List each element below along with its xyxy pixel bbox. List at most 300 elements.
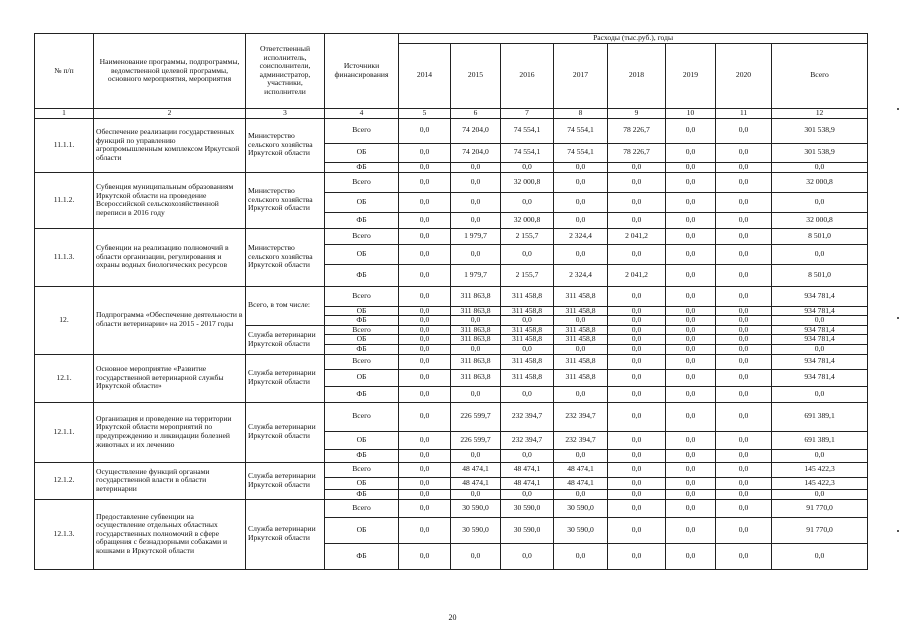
value-cell: 0,0: [772, 192, 868, 212]
value-cell: 311 458,8: [501, 335, 554, 345]
column-number: 9: [608, 108, 666, 118]
table-row: [35, 286, 868, 306]
value-cell: 48 474,1: [554, 477, 608, 489]
value-cell: 0,0: [772, 543, 868, 569]
row-code: 11.1.3.: [35, 228, 94, 286]
row-code: 12.1.: [35, 354, 94, 402]
value-cell: 0,0: [666, 386, 716, 402]
value-cell: 0,0: [501, 316, 554, 326]
row-responsible: Всего, в том числе:: [246, 286, 325, 325]
value-cell: 0,0: [666, 335, 716, 345]
value-cell: 0,0: [716, 449, 772, 462]
value-cell: 91 770,0: [772, 499, 868, 517]
value-cell: 91 770,0: [772, 517, 868, 543]
value-cell: 0,0: [501, 344, 554, 354]
value-cell: 0,0: [716, 264, 772, 286]
row-responsible: Служба ветеринарии Иркутской области: [246, 402, 325, 462]
value-cell: 0,0: [716, 489, 772, 499]
value-cell: 0,0: [399, 286, 451, 306]
value-cell: 232 394,7: [554, 431, 608, 449]
value-cell: 0,0: [666, 449, 716, 462]
value-cell: 0,0: [716, 543, 772, 569]
value-cell: 934 781,4: [772, 286, 868, 306]
value-cell: 74 554,1: [501, 143, 554, 162]
value-cell: 0,0: [399, 354, 451, 369]
value-cell: 0,0: [501, 162, 554, 172]
value-cell: 0,0: [666, 306, 716, 316]
value-cell: 0,0: [608, 316, 666, 326]
source-cell: ФБ: [325, 264, 399, 286]
value-cell: 0,0: [501, 386, 554, 402]
value-cell: 0,0: [399, 477, 451, 489]
value-cell: 0,0: [554, 212, 608, 228]
source-cell: ФБ: [325, 162, 399, 172]
value-cell: 0,0: [451, 489, 501, 499]
value-cell: 0,0: [716, 192, 772, 212]
column-number: 8: [554, 108, 608, 118]
column-number: 6: [451, 108, 501, 118]
value-cell: 0,0: [666, 286, 716, 306]
value-cell: 0,0: [772, 344, 868, 354]
row-code: 11.1.1.: [35, 118, 94, 172]
value-cell: 311 863,8: [451, 335, 501, 345]
header-year: 2020: [716, 43, 772, 108]
value-cell: 934 781,4: [772, 306, 868, 316]
header-total: Всего: [772, 43, 868, 108]
source-cell: ФБ: [325, 449, 399, 462]
value-cell: 2 155,7: [501, 264, 554, 286]
value-cell: 0,0: [399, 402, 451, 431]
value-cell: 0,0: [772, 244, 868, 264]
column-number: 2: [94, 108, 246, 118]
source-cell: ФБ: [325, 386, 399, 402]
value-cell: 0,0: [554, 344, 608, 354]
value-cell: 0,0: [399, 499, 451, 517]
value-cell: 311 458,8: [554, 306, 608, 316]
value-cell: 2 324,4: [554, 264, 608, 286]
value-cell: 8 501,0: [772, 264, 868, 286]
row-responsible: Министерство сельского хозяйства Иркутской области: [246, 228, 325, 286]
value-cell: 48 474,1: [501, 477, 554, 489]
value-cell: 30 590,0: [451, 517, 501, 543]
row-code: 12.1.2.: [35, 462, 94, 499]
value-cell: 0,0: [716, 499, 772, 517]
value-cell: 32 000,8: [501, 172, 554, 192]
value-cell: 0,0: [451, 386, 501, 402]
value-cell: 311 458,8: [501, 369, 554, 386]
value-cell: 0,0: [399, 118, 451, 143]
source-cell: Всего: [325, 172, 399, 192]
value-cell: 0,0: [451, 449, 501, 462]
value-cell: 0,0: [399, 212, 451, 228]
value-cell: 0,0: [608, 499, 666, 517]
value-cell: 0,0: [554, 192, 608, 212]
value-cell: 48 474,1: [451, 477, 501, 489]
source-cell: Всего: [325, 286, 399, 306]
value-cell: 0,0: [666, 212, 716, 228]
value-cell: 0,0: [608, 325, 666, 335]
value-cell: 934 781,4: [772, 369, 868, 386]
row-name: Субвенция муниципальным образованиям Иркутской области на проведение Всероссийской сельскохозяйственной переписи в 2016 году: [94, 172, 246, 228]
value-cell: 691 389,1: [772, 431, 868, 449]
value-cell: 0,0: [554, 449, 608, 462]
value-cell: 0,0: [608, 192, 666, 212]
value-cell: 0,0: [666, 162, 716, 172]
table-row: [35, 499, 868, 517]
row-responsible: Министерство сельского хозяйства Иркутской области: [246, 118, 325, 172]
value-cell: 0,0: [608, 212, 666, 228]
row-name: Основное мероприятие «Развитие государственной ветеринарной службы Иркутской области»: [94, 354, 246, 402]
value-cell: 311 458,8: [554, 325, 608, 335]
source-cell: ОБ: [325, 143, 399, 162]
value-cell: 0,0: [716, 402, 772, 431]
table-row: [35, 118, 868, 143]
value-cell: 0,0: [716, 244, 772, 264]
value-cell: 311 458,8: [554, 286, 608, 306]
value-cell: 145 422,3: [772, 462, 868, 477]
value-cell: 311 458,8: [501, 325, 554, 335]
margin-mark: [897, 530, 899, 532]
source-cell: Всего: [325, 118, 399, 143]
value-cell: 0,0: [716, 462, 772, 477]
value-cell: 0,0: [554, 162, 608, 172]
value-cell: 0,0: [716, 162, 772, 172]
value-cell: 0,0: [666, 325, 716, 335]
value-cell: 0,0: [399, 162, 451, 172]
value-cell: 311 458,8: [554, 354, 608, 369]
value-cell: 311 863,8: [451, 354, 501, 369]
value-cell: 934 781,4: [772, 325, 868, 335]
value-cell: 0,0: [666, 118, 716, 143]
value-cell: 0,0: [501, 449, 554, 462]
column-number: 3: [246, 108, 325, 118]
source-cell: ФБ: [325, 344, 399, 354]
value-cell: 0,0: [716, 369, 772, 386]
value-cell: 0,0: [772, 386, 868, 402]
source-cell: ФБ: [325, 489, 399, 499]
source-cell: Всего: [325, 462, 399, 477]
row-name: Предоставление субвенции на осуществление отдельных областных государственных полномочий в сфере обращения с безнадзорными собаками и кошками в Иркутской области: [94, 499, 246, 569]
value-cell: 232 394,7: [501, 402, 554, 431]
row-name: Осуществление функций органами государственной власти в области ветеринарии: [94, 462, 246, 499]
value-cell: 0,0: [666, 543, 716, 569]
value-cell: 2 155,7: [501, 228, 554, 244]
header-year: 2019: [666, 43, 716, 108]
value-cell: 0,0: [716, 431, 772, 449]
table-row: [35, 402, 868, 431]
value-cell: 74 554,1: [554, 118, 608, 143]
value-cell: 78 226,7: [608, 118, 666, 143]
value-cell: 311 458,8: [501, 306, 554, 316]
value-cell: 0,0: [716, 386, 772, 402]
value-cell: 0,0: [399, 172, 451, 192]
header-source: Источники финансирования: [325, 34, 399, 109]
source-cell: ОБ: [325, 244, 399, 264]
header-year: 2015: [451, 43, 501, 108]
row-name: Субвенции на реализацию полномочий в области организации, регулирования и охраны водных биологических ресурсов: [94, 228, 246, 286]
value-cell: 0,0: [666, 489, 716, 499]
value-cell: 0,0: [608, 543, 666, 569]
source-cell: ОБ: [325, 517, 399, 543]
value-cell: 301 538,9: [772, 118, 868, 143]
value-cell: 0,0: [608, 477, 666, 489]
value-cell: 226 599,7: [451, 402, 501, 431]
value-cell: 0,0: [716, 344, 772, 354]
value-cell: 0,0: [451, 162, 501, 172]
row-name: Подпрограмма «Обеспечение деятельности в области ветеринарии» на 2015 - 2017 годы: [94, 286, 246, 354]
value-cell: 0,0: [554, 172, 608, 192]
value-cell: 0,0: [608, 431, 666, 449]
value-cell: 0,0: [399, 264, 451, 286]
value-cell: 232 394,7: [554, 402, 608, 431]
value-cell: 48 474,1: [501, 462, 554, 477]
header-year: 2018: [608, 43, 666, 108]
column-number: 5: [399, 108, 451, 118]
value-cell: 30 590,0: [501, 499, 554, 517]
value-cell: 0,0: [608, 462, 666, 477]
value-cell: 0,0: [399, 316, 451, 326]
value-cell: 311 863,8: [451, 325, 501, 335]
value-cell: 0,0: [608, 335, 666, 345]
value-cell: 0,0: [716, 477, 772, 489]
value-cell: 0,0: [716, 228, 772, 244]
row-responsible: Служба ветеринарии Иркутской области: [246, 325, 325, 354]
value-cell: 0,0: [666, 192, 716, 212]
value-cell: 0,0: [716, 172, 772, 192]
value-cell: 32 000,8: [501, 212, 554, 228]
value-cell: 0,0: [716, 212, 772, 228]
header-responsible: Ответственный исполнитель, соисполнители, администратор, участники, исполнители: [246, 34, 325, 109]
value-cell: 0,0: [608, 386, 666, 402]
value-cell: 0,0: [666, 228, 716, 244]
value-cell: 0,0: [608, 449, 666, 462]
value-cell: 0,0: [608, 517, 666, 543]
page-number: 20: [448, 613, 457, 622]
value-cell: 0,0: [399, 517, 451, 543]
margin-mark: [897, 317, 899, 319]
column-numbers-row: [35, 108, 868, 118]
value-cell: 0,0: [451, 316, 501, 326]
value-cell: 0,0: [716, 316, 772, 326]
source-cell: ФБ: [325, 543, 399, 569]
source-cell: ОБ: [325, 431, 399, 449]
value-cell: 0,0: [666, 431, 716, 449]
table-row: [35, 228, 868, 244]
value-cell: 74 554,1: [501, 118, 554, 143]
value-cell: 311 863,8: [451, 369, 501, 386]
value-cell: 0,0: [451, 172, 501, 192]
value-cell: 0,0: [451, 543, 501, 569]
value-cell: 0,0: [501, 489, 554, 499]
table-row: [35, 462, 868, 477]
value-cell: 691 389,1: [772, 402, 868, 431]
value-cell: 0,0: [666, 172, 716, 192]
value-cell: 0,0: [666, 344, 716, 354]
source-cell: Всего: [325, 354, 399, 369]
value-cell: 0,0: [554, 244, 608, 264]
column-number: 11: [716, 108, 772, 118]
value-cell: 0,0: [451, 344, 501, 354]
value-cell: 0,0: [772, 449, 868, 462]
value-cell: 30 590,0: [501, 517, 554, 543]
value-cell: 311 458,8: [554, 335, 608, 345]
value-cell: 74 204,0: [451, 118, 501, 143]
value-cell: 0,0: [772, 316, 868, 326]
value-cell: 0,0: [666, 354, 716, 369]
value-cell: 0,0: [666, 499, 716, 517]
source-cell: Всего: [325, 228, 399, 244]
row-responsible: Служба ветеринарии Иркутской области: [246, 354, 325, 402]
value-cell: 0,0: [716, 325, 772, 335]
value-cell: 0,0: [716, 286, 772, 306]
value-cell: 32 000,8: [772, 172, 868, 192]
value-cell: 0,0: [399, 228, 451, 244]
value-cell: 0,0: [666, 316, 716, 326]
value-cell: 0,0: [716, 335, 772, 345]
value-cell: 311 863,8: [451, 306, 501, 316]
value-cell: 0,0: [608, 489, 666, 499]
row-name: Организация и проведение на территории Иркутской области мероприятий по предупреждению и ликвидации болезней животных и их лечению: [94, 402, 246, 462]
value-cell: 0,0: [716, 517, 772, 543]
row-responsible: Служба ветеринарии Иркутской области: [246, 499, 325, 569]
value-cell: 0,0: [399, 543, 451, 569]
value-cell: 0,0: [666, 477, 716, 489]
value-cell: 311 458,8: [554, 369, 608, 386]
value-cell: 0,0: [451, 192, 501, 212]
value-cell: 0,0: [666, 369, 716, 386]
column-number: 1: [35, 108, 94, 118]
value-cell: 0,0: [608, 344, 666, 354]
value-cell: 0,0: [554, 316, 608, 326]
value-cell: 0,0: [399, 489, 451, 499]
column-number: 4: [325, 108, 399, 118]
source-cell: ОБ: [325, 369, 399, 386]
value-cell: 0,0: [716, 118, 772, 143]
value-cell: 0,0: [716, 354, 772, 369]
source-cell: Всего: [325, 325, 399, 335]
value-cell: 0,0: [608, 354, 666, 369]
value-cell: 0,0: [772, 162, 868, 172]
header-year: 2017: [554, 43, 608, 108]
value-cell: 232 394,7: [501, 431, 554, 449]
value-cell: 0,0: [399, 462, 451, 477]
source-cell: ФБ: [325, 212, 399, 228]
row-name: Обеспечение реализации государственных функций по управлению агропромышленным комплексом Иркутской области: [94, 118, 246, 172]
value-cell: 311 863,8: [451, 286, 501, 306]
value-cell: 0,0: [666, 143, 716, 162]
table-row: [35, 172, 868, 192]
value-cell: 8 501,0: [772, 228, 868, 244]
value-cell: 0,0: [666, 462, 716, 477]
value-cell: 0,0: [399, 449, 451, 462]
value-cell: 0,0: [399, 192, 451, 212]
value-cell: 0,0: [666, 244, 716, 264]
value-cell: 0,0: [451, 244, 501, 264]
source-cell: ОБ: [325, 306, 399, 316]
value-cell: 0,0: [608, 369, 666, 386]
value-cell: 30 590,0: [554, 517, 608, 543]
column-number: 12: [772, 108, 868, 118]
value-cell: 0,0: [399, 143, 451, 162]
row-responsible: Служба ветеринарии Иркутской области: [246, 462, 325, 499]
value-cell: 0,0: [451, 212, 501, 228]
value-cell: 0,0: [399, 431, 451, 449]
value-cell: 0,0: [399, 306, 451, 316]
value-cell: 0,0: [608, 244, 666, 264]
value-cell: 0,0: [716, 143, 772, 162]
row-responsible: Министерство сельского хозяйства Иркутской области: [246, 172, 325, 228]
value-cell: 0,0: [666, 402, 716, 431]
value-cell: 2 041,2: [608, 264, 666, 286]
value-cell: 0,0: [772, 489, 868, 499]
margin-mark: [897, 108, 899, 110]
value-cell: 0,0: [554, 489, 608, 499]
value-cell: 0,0: [501, 244, 554, 264]
header-num: № п/п: [35, 34, 94, 109]
value-cell: 0,0: [399, 335, 451, 345]
value-cell: 934 781,4: [772, 335, 868, 345]
table-row: [35, 354, 868, 369]
source-cell: ОБ: [325, 192, 399, 212]
source-cell: Всего: [325, 499, 399, 517]
value-cell: 0,0: [501, 543, 554, 569]
source-cell: ОБ: [325, 335, 399, 345]
source-cell: Всего: [325, 402, 399, 431]
column-number: 7: [501, 108, 554, 118]
value-cell: 0,0: [608, 306, 666, 316]
row-code: 12.: [35, 286, 94, 354]
value-cell: 311 458,8: [501, 354, 554, 369]
value-cell: 0,0: [608, 172, 666, 192]
value-cell: 74 204,0: [451, 143, 501, 162]
source-cell: ФБ: [325, 316, 399, 326]
value-cell: 0,0: [399, 325, 451, 335]
value-cell: 0,0: [554, 543, 608, 569]
value-cell: 311 458,8: [501, 286, 554, 306]
value-cell: 0,0: [554, 386, 608, 402]
value-cell: 48 474,1: [554, 462, 608, 477]
header-expenses: Расходы (тыс.руб.), годы: [399, 34, 868, 44]
value-cell: 301 538,9: [772, 143, 868, 162]
value-cell: 0,0: [608, 286, 666, 306]
value-cell: 145 422,3: [772, 477, 868, 489]
value-cell: 0,0: [716, 306, 772, 316]
value-cell: 226 599,7: [451, 431, 501, 449]
row-code: 12.1.1.: [35, 402, 94, 462]
value-cell: 934 781,4: [772, 354, 868, 369]
value-cell: 30 590,0: [451, 499, 501, 517]
value-cell: 74 554,1: [554, 143, 608, 162]
header-year: 2014: [399, 43, 451, 108]
value-cell: 32 000,8: [772, 212, 868, 228]
value-cell: 48 474,1: [451, 462, 501, 477]
value-cell: 0,0: [399, 386, 451, 402]
value-cell: 0,0: [608, 162, 666, 172]
header-year: 2016: [501, 43, 554, 108]
budget-table: [34, 33, 868, 570]
value-cell: 30 590,0: [554, 499, 608, 517]
value-cell: 2 324,4: [554, 228, 608, 244]
header-row: [35, 34, 868, 44]
value-cell: 0,0: [501, 192, 554, 212]
column-number: 10: [666, 108, 716, 118]
source-cell: ОБ: [325, 477, 399, 489]
value-cell: 1 979,7: [451, 228, 501, 244]
value-cell: 0,0: [666, 264, 716, 286]
header-name: Наименование программы, подпрограммы, ведомственной целевой программы, основного мероприятия, мероприятия: [94, 34, 246, 109]
value-cell: 0,0: [399, 344, 451, 354]
row-code: 12.1.3.: [35, 499, 94, 569]
